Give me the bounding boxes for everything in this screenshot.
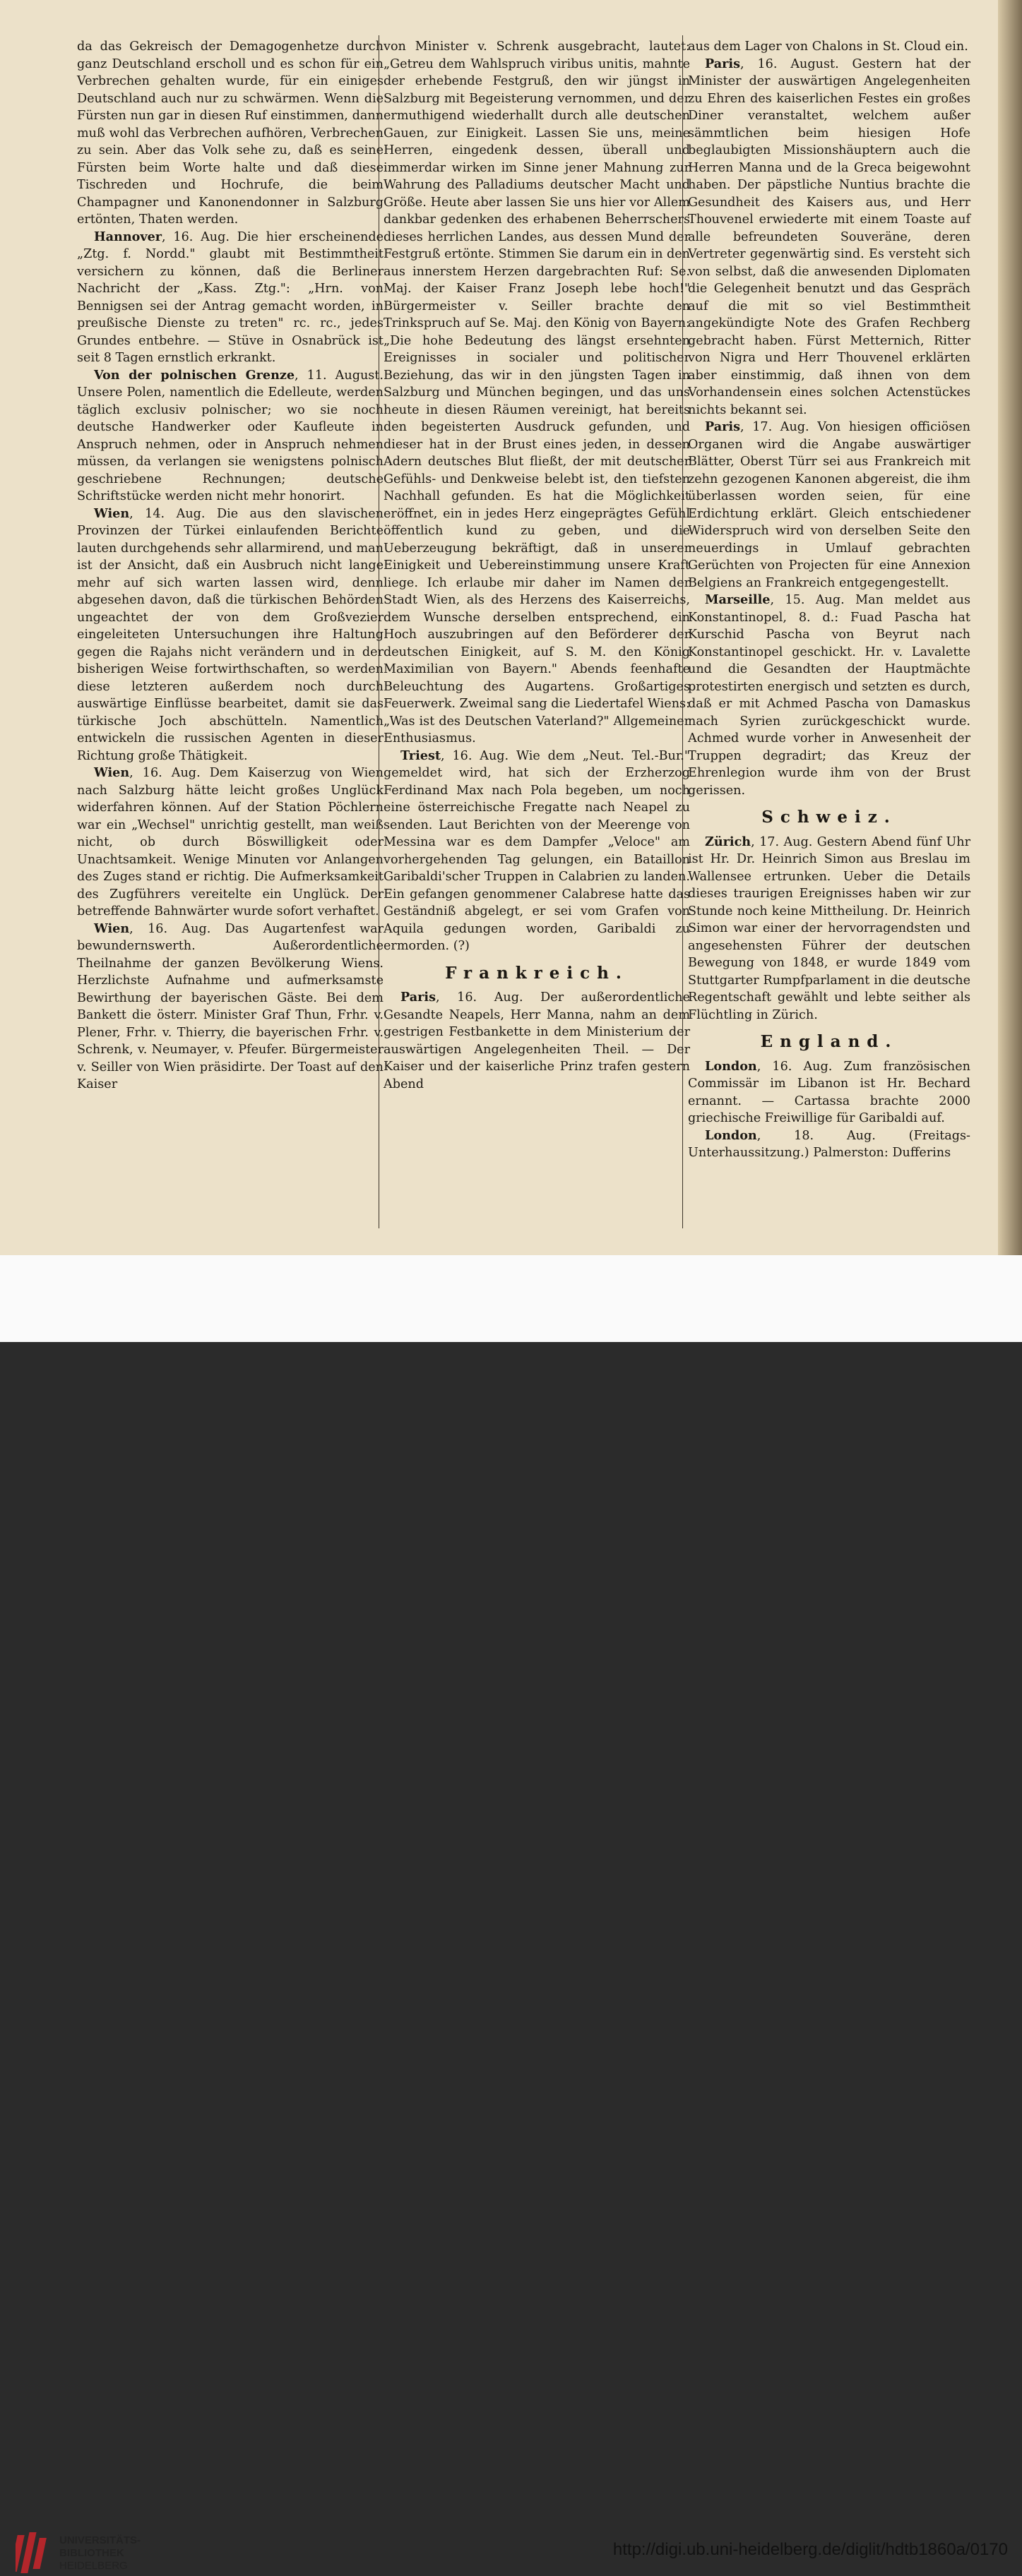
dateline: Marseille [705,592,771,607]
section-heading: England. [760,1032,898,1051]
dateline: Von der polnischen Grenze [94,367,295,383]
article-text: , 16. Aug. Der außerordentliche Gesandte Neapels, Herr Manna, nahm an dem gestrigen Festbankette in dem Ministerium der auswärtigen Angelegenheiten Theil. — Der Kaiser und der kaiserliche Prinz trafen gestern Abend [384,990,690,1091]
article-text: , 16. August. Gestern hat der Minister der auswärtigen Angelegenheiten zu Ehren des kaiserlichen Festes ein großes Diner veranstaltet, welchem außer sämmtlichen beim hiesigen Hofe beglaubigten Missionshäuptern auch die Herren Manna und de la Greca beigewohnt haben. Der päpstliche Nuntius brachte die Gesundheit des Kaisers aus, und Herr Thouvenel erwiederte mit einem Toaste auf alle befreundeten Souveräne, deren Vertreter gegenwärtig sind. Es versteht sich von selbst, daß die anwesenden Diplomaten die Gelegenheit benutzt und das Gespräch auf die mit so viel Bestimmtheit angekündigte Note des Grafen Rechberg gebracht haben. Fürst Metternich, Ritter von Nigra und Herr Thouvenel erklärten aber einstimmig, daß ihnen von dem Vorhandensein eines solchen Actenstückes nichts bekannt sei. [688,56,970,417]
column-3 [688,38,970,1162]
article-paragraph [688,834,970,1024]
article-text: , 16. Aug. Dem Kaiserzug von Wien nach Salzburg hätte leicht großes Unglück widerfahren können. Auf der Station Pöchlern war ein „Wechsel" unrichtig gestellt, man weiß nicht, ob durch Böswilligkeit oder Unachtsamkeit. Wenige Minuten vor Anlangen des Zuges stand er richtig. Die Aufmerksamkeit des Zugführers vereitelte ein Unglück. Der betreffende Bahnwärter wurde sofort verhaftet. [77,766,384,918]
section-heading: Schweiz. [761,808,897,827]
article-paragraph [77,505,384,765]
library-logo-icon [16,2531,52,2576]
article-text: , 16. Aug. Das Augartenfest war bewundernswerth. Außerordentliche Theilnahme der ganzen Bevölkerung Wiens. Herzlichste Aufnahme und aufmerksamste Bewirthung der bayerischen Gäste. Bei dem Bankett die österr. Minister Graf Thun, Frhr. v. Plener, Frhr. v. Thierry, die bayerischen Frhr. v. Schrenk, v. Neumayer, v. Pfeufer. Bürgermeister v. Seiller von Wien präsidirte. Der Toast auf den Kaiser [77,921,384,1091]
logo-line: HEIDELBERG [59,2560,128,2572]
article-text: da das Gekreisch der Demagogenhetze durch ganz Deutschland erscholl und es schon für ein Verbrechen gehalten wurde, für ein einiges Deutschland auch nur zu schwärmen. Wenn die Fürsten nun gar in diesen Ruf einstimmen, dann muß wohl das Verbrechen aufhören, Verbrechen zu sein. Aber das Volk sehe zu, daß es seine Fürsten beim Worte halte und daß diese Tischreden und Hochrufe, die beim Champagner und Kanonendonner in Salzburg ertönten, Thaten werden. [77,40,384,227]
article-paragraph [384,748,690,955]
article-text: , 16. Aug. Wie dem „Neut. Tel.-Bur." gemeldet wird, hat sich der Erzherzog Ferdinand Max nach Pola begeben, um noch eine österreichische Fregatte nach Neapel zu senden. Laut Berichten von der Meerenge von Messina war es dem Dampfer „Veloce" am vorhergehenden Tag gelungen, ein Bataillon Garibaldi'scher Truppen in Calabrien zu landen. Ein gefangen genommener Calabrese hatte das Geständniß abgelegt, er sei vom Grafen von Aquila gedungen worden, Garibaldi zu ermorden. (?) [384,748,690,953]
logo-line: UNIVERSITÄTS- [59,2534,141,2546]
article-text: , 16. Aug. Die hier erscheinende „Ztg. f. Nordd." glaubt mit Bestimmtheit versichern zu können, daß die Berliner Nachricht der „Kass. Ztg.": „Hrn. von Bennigsen sei der Antrag gemacht worden, in preußische Dienste zu treten" rc. rc., jedes Grundes entbehre. — Stüve in Osnabrück ist seit 8 Tagen ernstlich erkrankt. [77,229,384,365]
article-paragraph [384,38,690,748]
dateline: Wien [94,765,130,780]
library-logo-text [59,2534,141,2572]
dateline: Triest [400,748,441,763]
article-text: , 18. Aug. (Freitags-Unterhaussitzung.) Palmerston: Dufferins [688,1128,970,1160]
dateline: Paris [705,56,741,71]
article-text: , 17. Aug. Gestern Abend fünf Uhr ist Hr. Dr. Heinrich Simon aus Breslau im Wallensee ertrunken. Ueber die Details dieses traurigen Ereignisses haben wir zur Stunde noch keine Mittheilung. Dr. Heinrich Simon war einer der hervorragendsten und angesehensten Führer der deutschen Bewegung von 1848, er wurde 1849 vom Stuttgarter Rumpfparlament in die deutsche Regentschaft gewählt und lebte seither als Flüchtling in Zürich. [688,834,970,1022]
article-text: , 16. Aug. Zum französischen Commissär im Libanon ist Hr. Bechard ernannt. — Cartassa brachte 2000 griechische Freiwillige für Garibaldi auf. [688,1059,970,1125]
logo-line: BIBLIOTHEK [59,2547,124,2559]
article-paragraph [688,1127,970,1162]
dateline: London [705,1058,757,1074]
article-text: , 15. Aug. Man meldet aus Konstantinopel, 8. d.: Fuad Pascha hat Kurschid Pascha von Beyrut nach Konstantinopel geschickt. Hr. v. Lavalette und die Gesandten der Hauptmächte protestirten energisch und setzten es durch, daß er mit Achmed Pascha von Damaskus nach Syrien zurückgeschickt wurde. Achmed wurde vorher in Anwesenheit der Truppen degradirt; das Kreuz der Ehrenlegion wurde ihm von der Brust gerissen. [688,593,970,798]
dateline: Wien [94,921,130,936]
dateline: London [705,1127,757,1143]
dateline: Paris [705,419,741,434]
viewer-footer [0,1255,1022,2572]
article-paragraph [688,56,970,419]
article-paragraph [77,38,384,229]
permalink-url[interactable]: http://digi.ub.uni-heidelberg.de/diglit/hdtb1860a/0170 [612,2540,1008,2559]
article-text: , 14. Aug. Die aus den slavischen Provinzen der Türkei einlaufenden Berichte lauten durchgehends sehr allarmirend, und man ist der Ansicht, daß ein Ausbruch nicht lange mehr auf sich warten lassen wird, denn abgesehen davon, daß die türkischen Behörden ungeachtet der von dem Großvezier eingeleiteten Untersuchungen ihre Haltung gegen die Rajahs nicht verändern und in der bisherigen Weise fortwirthschaften, so werden diese letzteren außerdem noch durch auswärtige Einflüsse bearbeitet, damit sie das türkische Joch abschütteln. Namentlich entwickeln die russischen Agenten in dieser Richtung große Thätigkeit. [77,506,384,763]
dateline: Hannover [94,229,162,244]
article-text: von Minister v. Schrenk ausgebracht, lautet: „Getreu dem Wahlspruch viribus unitis, mahnte der erhebende Festgruß, den wir jüngst in Salzburg mit Begeisterung vernommen, und der ermuthigend wiederhallt durch alle deutschen Gauen, zur Einigkeit. Lassen Sie uns, meine Herren, eingedenk dessen, überall und immerdar wirken im Sinne jener Mahnung zur Wahrung des Palladiums deutscher Macht und Größe. Heute aber lassen Sie uns hier vor Allem dankbar gedenken des erhabenen Beherrschers dieses herrlichen Landes, aus dessen Mund der Festgruß ertönte. Stimmen Sie darum ein in den aus innerstem Herzen dargebrachten Ruf: Se. Maj. der Kaiser Franz Joseph lebe hoch!" Bürgermeister v. Seiller brachte den Trinkspruch auf Se. Maj. den König von Bayern: „Die hohe Bedeutung des längst ersehnten Ereignisses in socialer und politischer Beziehung, das wir in den jüngsten Tagen in Salzburg und München begingen, und das uns heute in diesen Räumen vereinigt, hat bereits den begeisterten Ausdruck gefunden, und dieser hat in der Brust eines jeden, in dessen Adern deutsches Blut fließt, der mit deutscher Gefühls- und Denkweise belebt ist, den tiefsten Nachhall gefunden. Es hat die Möglichkeit eröffnet, ein in jedes Herz eingeprägtes Gefühl öffentlich kund zu geben, und die Ueberzeugung bekräftigt, daß in unserer Einigkeit und Uebereinstimmung unsere Kraft liege. Ich erlaube mir daher im Namen der Stadt Wien, als des Herzens des Kaiserreichs, dem Wunsche derselben entsprechend, ein Hoch auszubringen auf den Beförderer der deutschen Einigkeit, auf S. M. den König Maximilian von Bayern." Abends feenhafte Beleuchtung des Augartens. Großartiges Feuerwerk. Zweimal sang die Liedertafel Wiens: „Was ist des Deutschen Vaterland?" Allgemeiner Enthusiasmus. [384,40,691,745]
dateline: Wien [94,505,130,521]
article-paragraph [77,921,384,1094]
article-text: , 17. Aug. Von hiesigen officiösen Organen wird die Angabe auswärtiger Blätter, Oberst Türr sei aus Frankreich mit zehn gezogenen Kanonen abgereist, die ihm überlassen worden seien, für eine Erdichtung erklärt. Gleich entschiedener Widerspruch wird von derselben Seite den neuerdings in Umlauf gebrachten Gerüchten von Projecten für eine Annexion Belgiens an Frankreich entgegengestellt. [688,420,970,590]
article-paragraph [77,229,384,367]
section-heading: Frankreich. [445,963,629,983]
column-2 [384,38,690,1093]
article-text: , 11. August. Unsere Polen, namentlich die Edelleute, werden täglich exclusiv polnischer; wo sie noch deutsche Handwerker oder Kaufleute in Anspruch nehmen, oder in Anspruch nehmen müssen, da verlangen sie wenigstens polnisch geschriebene Rechnungen; deutsche Schriftstücke werden nicht mehr honorirt. [77,368,384,503]
article-paragraph [688,592,970,799]
dateline: Zürich [705,834,751,849]
article-paragraph [688,419,970,592]
dateline: Paris [400,990,436,1005]
article-text: aus dem Lager von Chalons in St. Cloud ein. [688,40,968,54]
newspaper-page [0,0,1022,1255]
article-paragraph [77,765,384,921]
article-paragraph [688,38,970,56]
article-paragraph [77,367,384,505]
article-paragraph [384,989,690,1093]
article-paragraph [688,1058,970,1127]
page-gutter-shadow [998,0,1022,1255]
column-1 [77,38,384,1094]
